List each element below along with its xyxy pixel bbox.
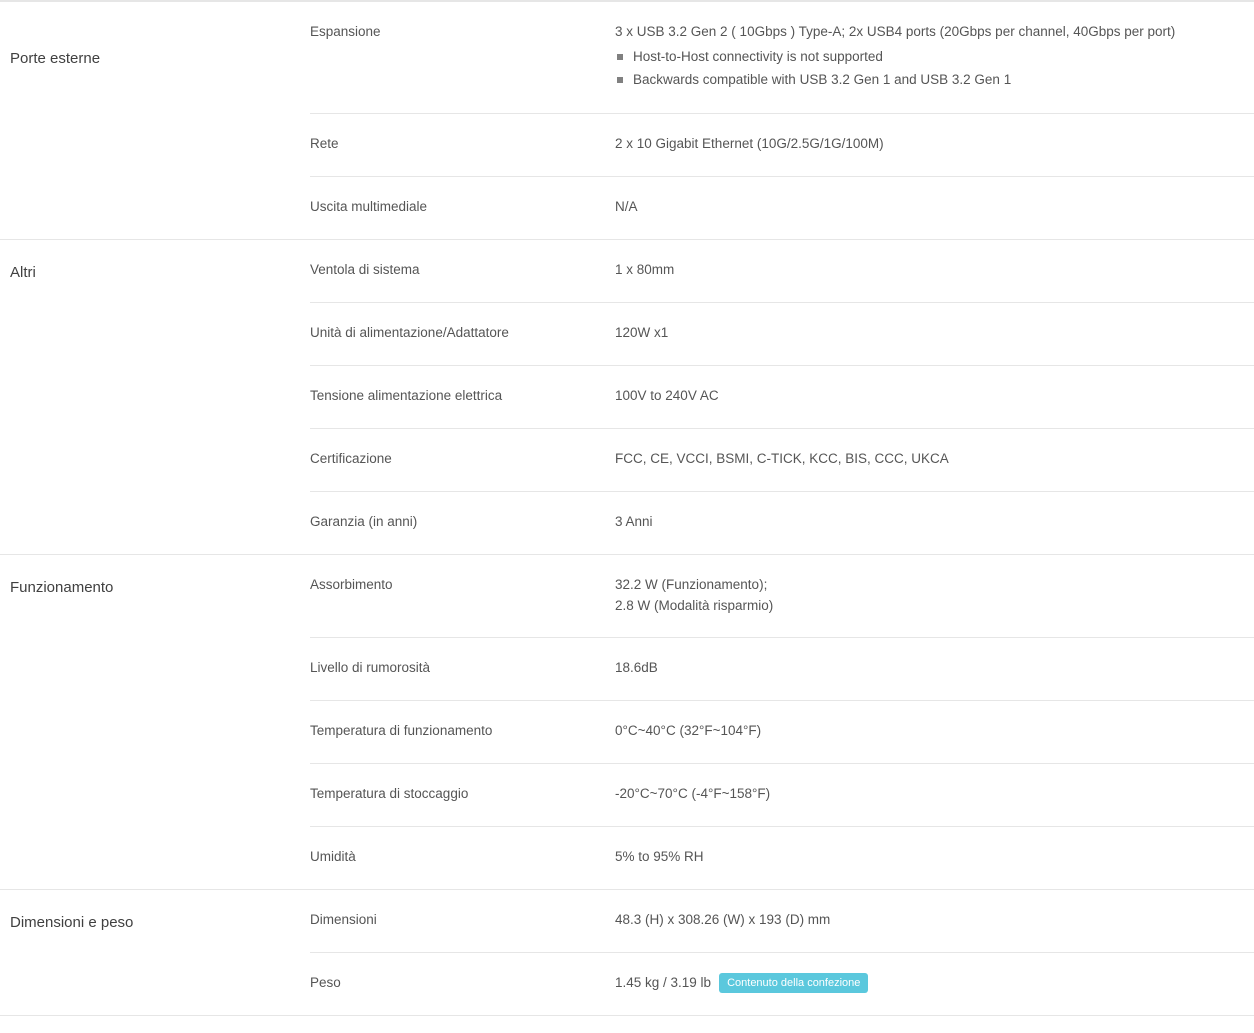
table-row	[310, 176, 1254, 239]
value-line: 0°C~40°C (32°F~104°F)	[615, 722, 762, 738]
value-line: 18.6dB	[615, 659, 658, 675]
row-label: Certificazione	[310, 450, 392, 466]
group-title: Porte esterne	[10, 50, 101, 67]
value-line: 2 x 10 Gigabit Ethernet (10G/2.5G/1G/100M)	[615, 135, 884, 151]
list-item: Host-to-Host connectivity is not supported	[615, 47, 1230, 68]
value-bullet-list	[615, 47, 1230, 91]
value-line: 1 x 80mm	[615, 261, 675, 277]
table-row	[310, 890, 1254, 952]
spec-group-funzionamento	[0, 554, 1254, 889]
row-value	[615, 134, 1254, 155]
row-label: Temperatura di funzionamento	[310, 722, 493, 738]
table-row	[310, 428, 1254, 491]
table-row	[310, 113, 1254, 176]
weight-value	[615, 973, 1230, 994]
row-value	[615, 323, 1254, 344]
table-row	[310, 700, 1254, 763]
value-line: FCC, CE, VCCI, BSMI, C-TICK, KCC, BIS, CCC, UKCA	[615, 450, 949, 466]
table-row	[310, 365, 1254, 428]
value-line: 120W x1	[615, 324, 669, 340]
group-title: Dimensioni e peso	[10, 913, 134, 931]
table-row	[310, 952, 1254, 1015]
table-row	[310, 240, 1254, 302]
row-value	[615, 575, 1254, 617]
row-label: Livello di rumorosità	[310, 659, 431, 675]
row-label: Temperatura di stoccaggio	[310, 785, 469, 801]
row-label: Uscita multimediale	[310, 198, 428, 214]
row-value	[615, 658, 1254, 679]
package-contents-badge[interactable]: Contenuto della confezione	[719, 973, 868, 993]
list-item: Backwards compatible with USB 3.2 Gen 1 and USB 3.2 Gen 1	[615, 70, 1230, 91]
row-label: Garanzia (in anni)	[310, 513, 418, 529]
row-value	[615, 721, 1254, 742]
value-line: N/A	[615, 198, 638, 214]
row-label: Espansione	[310, 24, 381, 39]
row-label: Umidità	[310, 848, 356, 864]
row-label: Rete	[310, 135, 339, 151]
table-row	[310, 491, 1254, 554]
table-row	[310, 302, 1254, 365]
row-label: Assorbimento	[310, 576, 393, 592]
group-rows	[310, 555, 1254, 889]
row-label: Unità di alimentazione/Adattatore	[310, 324, 509, 340]
row-value	[615, 260, 1254, 281]
row-value	[615, 847, 1254, 868]
value-line: -20°C~70°C (-4°F~158°F)	[615, 785, 771, 801]
row-value	[615, 449, 1254, 470]
row-value	[615, 910, 1254, 931]
value-line: 2.8 W (Modalità risparmio)	[615, 597, 774, 613]
row-value	[615, 386, 1254, 407]
value-line: 48.3 (H) x 308.26 (W) x 193 (D) mm	[615, 911, 831, 927]
value-line: 100V to 240V AC	[615, 387, 719, 403]
group-title: Altri	[10, 263, 36, 281]
spec-group-porte-esterne	[0, 1, 1254, 239]
group-rows	[310, 240, 1254, 554]
row-label: Peso	[310, 974, 341, 990]
table-row	[310, 637, 1254, 700]
row-value	[615, 512, 1254, 533]
spec-group-altri	[0, 239, 1254, 554]
value-line: 5% to 95% RH	[615, 848, 704, 864]
row-value	[615, 22, 1254, 93]
value-line: 32.2 W (Funzionamento);	[615, 576, 768, 592]
table-row	[310, 555, 1254, 637]
table-row	[310, 826, 1254, 889]
group-rows	[310, 2, 1254, 239]
group-rows	[310, 890, 1254, 1015]
table-bottom-divider	[0, 1015, 1254, 1016]
row-value	[615, 973, 1254, 994]
value-line: 3 x USB 3.2 Gen 2 ( 10Gbps ) Type-A; 2x USB4 ports (20Gbps per channel, 40Gbps per port)	[615, 24, 1176, 39]
value-line: 3 Anni	[615, 513, 653, 529]
row-label: Ventola di sistema	[310, 261, 420, 277]
row-label: Dimensioni	[310, 911, 377, 927]
value-line: 1.45 kg / 3.19 lb	[615, 974, 712, 990]
table-row	[310, 763, 1254, 826]
table-row	[310, 2, 1254, 113]
spec-group-dimensioni-e-peso	[0, 889, 1254, 1015]
row-label: Tensione alimentazione elettrica	[310, 387, 503, 403]
row-value	[615, 784, 1254, 805]
row-value	[615, 197, 1254, 218]
group-title: Funzionamento	[10, 578, 114, 596]
